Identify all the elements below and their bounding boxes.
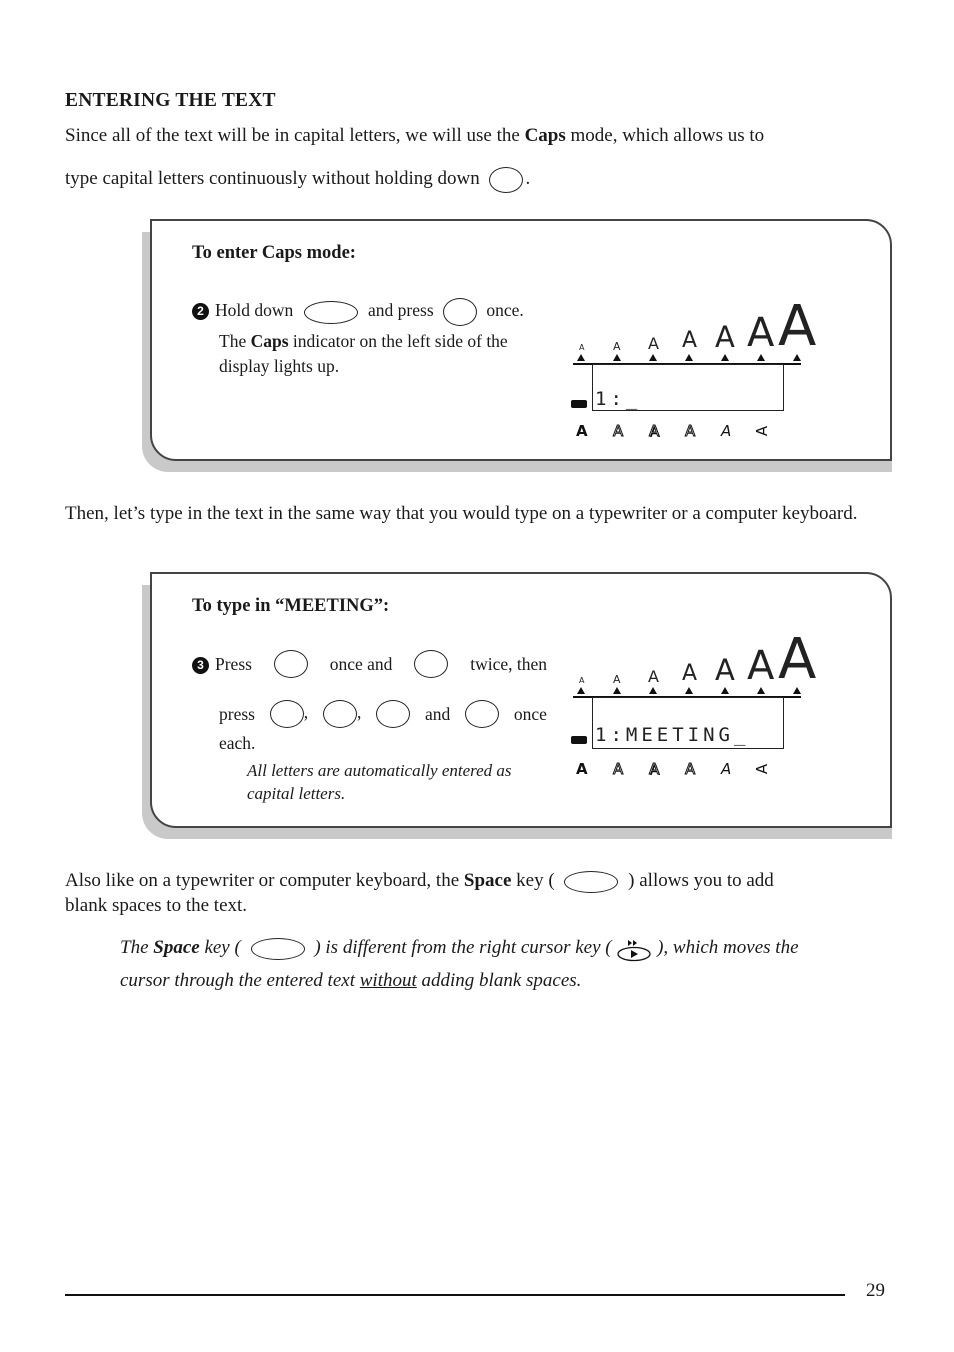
indicator-arrow bbox=[721, 354, 729, 361]
note-without: without bbox=[359, 970, 417, 991]
note-line2-after: adding blank spaces. bbox=[416, 970, 582, 991]
section-heading: ENTERING THE TEXT bbox=[65, 90, 276, 111]
indicator-arrow bbox=[685, 354, 693, 361]
space-paragraph-line-1 bbox=[65, 868, 890, 893]
panel-1-desc bbox=[219, 329, 547, 354]
twice-then-text: twice, then bbox=[470, 653, 547, 674]
intro-line-2-text: type capital letters continuously without holding down bbox=[65, 168, 480, 189]
once-and-text: once and bbox=[329, 653, 393, 674]
indicator-arrow bbox=[793, 687, 801, 694]
footer-rule bbox=[65, 1294, 845, 1296]
size-label-3: A bbox=[648, 667, 659, 686]
size-label-6: A bbox=[747, 310, 775, 356]
size-label-7: A bbox=[778, 294, 817, 359]
indicator-arrow bbox=[613, 687, 621, 694]
size-label-7: A bbox=[778, 627, 817, 692]
lcd-screen-text: 1:_ bbox=[595, 388, 642, 410]
indicator-arrow bbox=[577, 354, 585, 361]
size-label-4: A bbox=[682, 328, 698, 353]
style-label-vertical: A bbox=[753, 425, 772, 437]
size-label-3: A bbox=[648, 334, 659, 353]
style-label-frame: A bbox=[685, 422, 696, 440]
desc-caps: Caps bbox=[250, 331, 289, 351]
style-label-frame: A bbox=[685, 760, 696, 778]
letter-key-icon bbox=[465, 700, 499, 728]
style-label-outline: A bbox=[613, 760, 624, 778]
indicator-arrow bbox=[793, 354, 801, 361]
panel-1-step bbox=[192, 298, 547, 326]
space-text-before: Also like on a typewriter or computer keyboard, the bbox=[65, 870, 464, 891]
style-label-shadow: A bbox=[649, 760, 660, 778]
each-text: each. bbox=[219, 733, 256, 753]
style-label-vertical: A bbox=[753, 763, 772, 775]
indicator-arrow bbox=[649, 687, 657, 694]
shift-key-icon bbox=[489, 167, 523, 193]
style-label-italic: A bbox=[721, 422, 732, 440]
note-end: ), which moves the bbox=[657, 937, 799, 958]
lcd-display-1 bbox=[567, 294, 817, 440]
and-text: and bbox=[424, 703, 451, 724]
type-meeting-panel bbox=[150, 572, 892, 828]
indicator-arrow bbox=[721, 687, 729, 694]
desc-text-a: The bbox=[219, 331, 251, 351]
size-label-1: A bbox=[579, 343, 585, 352]
size-label-2: A bbox=[613, 673, 621, 686]
desc-text-b: indicator on the left side of the bbox=[288, 331, 508, 351]
letter-key-icon bbox=[414, 650, 448, 678]
lcd-screen-text: 1:MEETING_ bbox=[595, 724, 750, 746]
style-label-bold: A bbox=[576, 760, 588, 778]
hold-down-text: Hold down bbox=[215, 300, 294, 321]
size-label-5: A bbox=[715, 320, 735, 354]
panel-1-desc-line3: display lights up. bbox=[219, 356, 340, 376]
size-label-6: A bbox=[747, 643, 775, 689]
and-press-text: and press bbox=[368, 300, 434, 321]
space-term: Space bbox=[463, 870, 512, 891]
space-text-middle: key ( bbox=[511, 870, 555, 891]
note-middle: ) is different from the right cursor key ( bbox=[314, 937, 612, 958]
indicator-arrow bbox=[685, 687, 693, 694]
once-text: once bbox=[513, 703, 547, 724]
step-number-2: 2 bbox=[192, 303, 209, 320]
press-text-2: press bbox=[219, 703, 255, 724]
panel-2-step-line-1 bbox=[192, 650, 547, 678]
auto-caps-note-line-1: All letters are automatically entered as bbox=[247, 761, 512, 780]
note-the: The bbox=[120, 937, 154, 958]
size-label-5: A bbox=[715, 653, 735, 687]
size-label-2: A bbox=[613, 340, 621, 353]
auto-caps-note-line-2: capital letters. bbox=[247, 784, 346, 803]
letter-key-icon bbox=[323, 700, 357, 728]
caps-mode-panel bbox=[150, 219, 892, 461]
caps-indicator bbox=[571, 736, 587, 744]
letter-key-icon bbox=[376, 700, 410, 728]
style-label-shadow: A bbox=[649, 422, 660, 440]
space-key-icon bbox=[251, 938, 305, 960]
indicator-arrow bbox=[613, 354, 621, 361]
indicator-arrow bbox=[757, 687, 765, 694]
caps-term: Caps bbox=[524, 125, 566, 146]
intro-line-2 bbox=[65, 166, 530, 193]
caps-key-icon bbox=[274, 650, 308, 678]
indicator-arrow bbox=[757, 354, 765, 361]
indicator-arrow bbox=[649, 354, 657, 361]
note-space-term: Space bbox=[153, 937, 200, 958]
comma: , bbox=[303, 702, 309, 723]
intro-period: . bbox=[525, 168, 531, 189]
note-line2-before: cursor through the entered text bbox=[120, 970, 360, 991]
size-label-4: A bbox=[682, 661, 698, 686]
note-line-1 bbox=[120, 935, 892, 960]
note-key-open: key ( bbox=[199, 937, 241, 958]
caps-indicator bbox=[571, 400, 587, 408]
right-cursor-key-icon bbox=[616, 938, 652, 959]
space-key-icon bbox=[564, 871, 618, 893]
middle-paragraph: Then, let’s type in the text in the same way that you would type on a typewriter or a computer keyboard. bbox=[65, 503, 858, 524]
style-label-bold: A bbox=[576, 422, 588, 440]
intro-line-1 bbox=[65, 123, 890, 148]
once-text: once. bbox=[486, 300, 524, 321]
letter-key-icon bbox=[270, 700, 304, 728]
comma: , bbox=[356, 702, 362, 723]
note-line-2 bbox=[120, 968, 581, 993]
right-cursor-key-svg bbox=[616, 938, 652, 962]
code-key-icon bbox=[304, 301, 358, 324]
space-paragraph-line-2: blank spaces to the text. bbox=[65, 895, 248, 916]
panel-1-title: To enter Caps mode: bbox=[192, 243, 356, 263]
space-text-after: ) allows you to add bbox=[628, 870, 774, 891]
intro-text-end: mode, which allows us to bbox=[565, 125, 765, 146]
intro-text: Since all of the text will be in capital letters, we will use the bbox=[65, 125, 525, 146]
style-label-italic: A bbox=[721, 760, 732, 778]
panel-2-title: To type in “MEETING”: bbox=[192, 596, 390, 616]
style-label-outline: A bbox=[613, 422, 624, 440]
indicator-arrow bbox=[577, 687, 585, 694]
size-label-1: A bbox=[579, 676, 585, 685]
press-text: Press bbox=[215, 653, 252, 674]
step-number-3: 3 bbox=[192, 657, 209, 674]
page-number: 29 bbox=[866, 1280, 885, 1301]
lcd-display-2 bbox=[567, 627, 817, 778]
panel-2-step-line-2 bbox=[219, 700, 547, 728]
caps-key-icon bbox=[443, 298, 477, 326]
